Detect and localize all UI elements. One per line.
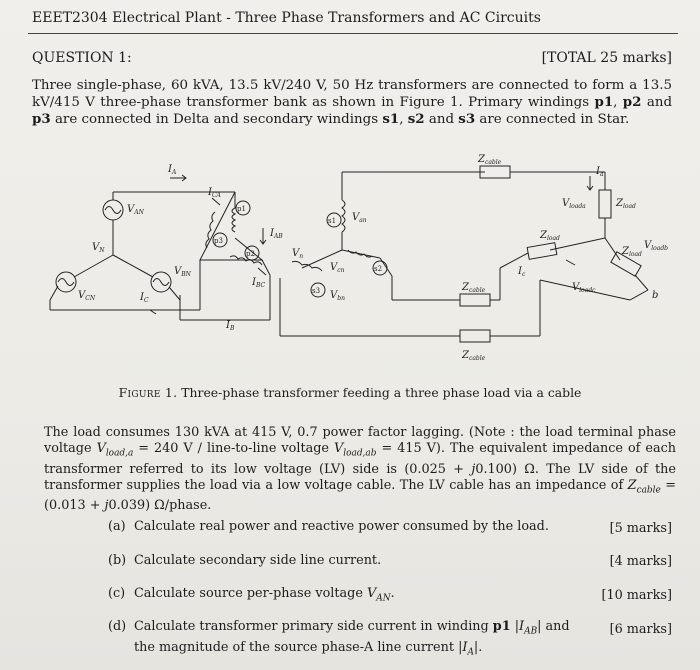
var-sub: A [467,647,474,658]
winding-s2: s2 [407,111,425,127]
var-j: j [104,498,109,514]
label-zload-c: $Z_{load}$ [540,230,560,242]
zload-c-box [527,243,557,260]
page-header: EEET2304 Electrical Plant - Three Phase Transformers and AC Circuits [32,10,541,26]
question-total: [TOTAL 25 marks] [541,50,672,66]
var-van: V [366,586,377,601]
subquestion-label: (b) [108,553,127,568]
winding-s3: s3 [458,111,476,127]
intro-text: , [613,95,623,110]
intro-text: are connected in Star. [475,112,630,127]
label-vcn-s: $V_{cn}$ [330,262,345,274]
var-sub: cable [636,485,661,496]
winding-s1-coil [342,200,345,232]
tag-p1: p1 [237,205,246,213]
subquestion-text: Calculate source per-phase voltage [134,586,367,601]
subquestion-a [108,519,549,534]
label-vloada: $V_{loada}$ [562,198,586,210]
label-ia: $I_A$ [168,164,177,176]
sine-icon [153,279,169,286]
wire [342,250,380,258]
subquestion-d [108,619,570,660]
label-vcn: $V_{CN}$ [78,290,96,302]
label-vloadc: $V_{loadc}$ [572,282,596,294]
subquestion-label: (c) [108,586,126,601]
label-zcable-b: $Z_{cable}$ [462,282,486,294]
var-vload: V [96,441,106,456]
intro-text: are connected in Delta and secondary windings [50,112,383,127]
ibc-arrow [258,268,266,275]
label-ica: $I_{CA}$ [208,187,221,199]
desc-text: = 240 V / line-to-line voltage [133,441,334,456]
secondary-star [280,172,485,336]
subquestion-text: Calculate real power and reactive power consumed by the load. [134,519,549,534]
load-star [500,172,648,300]
intro-text: Three single-phase, 60 kVA, 13.5 kV/240 V, 50 Hz transformers are connected to form a 13.5 kV/415 V three-phase transformer bank as shown in Figure 1. Primary windings [32,78,672,110]
sine-icon [105,207,121,214]
label-vn-s: $V_n$ [292,248,304,260]
subquestion-text: | [510,619,520,634]
label-ic: $I_C$ [140,292,149,304]
winding-p1: p1 [594,94,614,110]
wire [630,290,648,300]
winding-p3: p3 [32,111,51,127]
var-j: j [471,461,476,477]
marks-b: [4 marks] [609,554,672,569]
zcable-c-box [460,330,490,342]
intro-text: , [399,112,408,127]
sine-icon [58,279,74,286]
label-vloadb: $V_{loadb}$ [644,240,669,252]
wire [50,286,58,300]
label-ic-s: $I_c$ [518,266,526,278]
var-ia: I [462,639,468,655]
subquestion-c [108,586,395,604]
intro-paragraph [32,77,672,128]
tag-s1: s1 [328,217,337,225]
var-vload-ll: V [333,441,344,456]
label-vn: $V_N$ [92,242,105,254]
desc-text: The load consumes 130 kVA at 415 V, 0.7 power factor lagging. (Note : the load terminal phase voltage [44,425,676,456]
label-ibc: $I_{BC}$ [252,277,266,289]
subquestion-b [108,553,381,568]
label-vbn-s: $V_{bn}$ [330,290,345,302]
subquestion-text: |. [473,639,483,655]
wire [500,253,528,268]
primary-delta [200,192,270,320]
subquestion-text: the magnitude of the source phase-A line current | [134,639,463,655]
subquestion-text: Calculate transformer primary side current in winding [134,619,493,634]
question-label: QUESTION 1: [32,50,132,66]
caption-text: Three-phase transformer feeding a three phase load via a cable [177,385,582,400]
wire [605,238,620,260]
desc-text: = (0.013 + [44,477,676,514]
subquestion-label: (d) [108,619,127,634]
wire [113,255,153,277]
winding-p1-ref: p1 [492,619,511,634]
label-vbn: $V_{BN}$ [174,266,191,278]
label-iab: $I_{AB}$ [270,228,283,240]
label-b: b [652,290,659,301]
label-ib: $I_B$ [226,320,235,332]
label-zload-a: $Z_{load}$ [616,198,636,210]
var-sub: AN [376,593,391,604]
zload-a-box [599,190,611,218]
circuit-figure [30,150,680,380]
intro-text: and [641,95,673,110]
var-sub: load,a [105,448,134,459]
intro-text: and [424,112,459,127]
description-paragraph [44,425,676,514]
tag-s3: s3 [312,287,321,295]
subquestion-text: | and [537,619,570,634]
label-van: $V_{AN}$ [127,204,144,216]
ica-arrow [212,198,220,205]
subquestion-text: Calculate secondary side line current. [134,553,382,568]
marks-c: [10 marks] [601,588,672,603]
marks-d: [6 marks] [609,622,672,637]
figure-caption [0,385,700,400]
zcable-b-box [460,294,490,306]
header-rule [28,33,678,34]
desc-text: 0.039) Ω/phase. [108,498,212,514]
marks-a: [5 marks] [609,521,672,536]
var-sub: load,ab [343,448,377,459]
var-zcable: Z [627,477,637,493]
label-zcable-a: $Z_{cable}$ [478,154,502,166]
question-line [32,50,672,66]
tag-s2: s2 [374,265,383,273]
tag-p2: p2 [246,250,255,258]
wire [169,287,180,300]
desc-text: = 415 V). The equivalent impedance of each transformer referred to its low voltage (LV) side is (0.025 + [44,441,677,477]
subquestion-label: (a) [108,519,126,534]
desc-text: 0.100) Ω. The LV side of the transformer supplies the load via a low voltage cable. The LV cable has an impedance of [44,461,677,493]
winding-p2: p2 [622,94,642,110]
vloadc-mark [566,260,575,265]
subquestion-text: . [390,586,395,601]
label-zload-b: $Z_{load}$ [622,246,642,258]
var-sub: AB [524,626,538,637]
wire [635,275,648,290]
label-van-s: $V_{an}$ [352,212,367,224]
caption-label: Figure 1. [118,385,178,400]
label-ia-s: $I_a$ [596,166,604,178]
winding-s1: s1 [382,111,400,127]
tag-p3: p3 [214,237,223,245]
ic-arrow [150,310,156,314]
var-iab: I [519,619,525,634]
label-zcable-c: $Z_{cable}$ [462,350,486,362]
wire [74,255,113,277]
